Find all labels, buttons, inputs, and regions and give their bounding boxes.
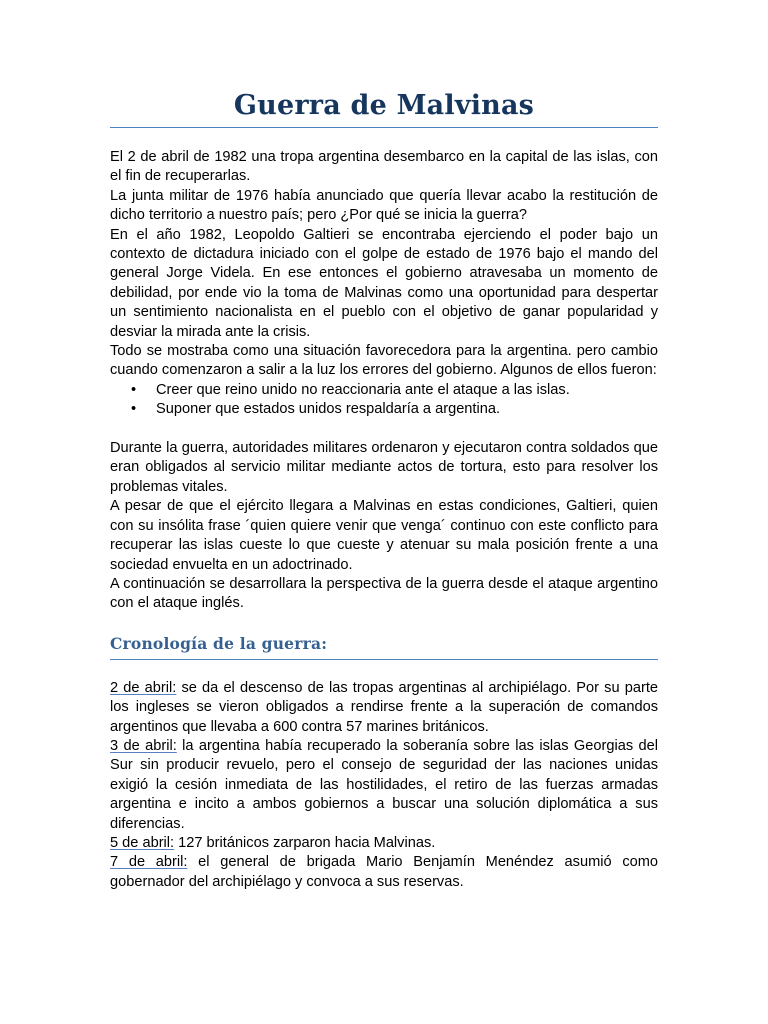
chronology-date: 3 de abril: <box>110 737 177 754</box>
body-paragraph: A continuación se desarrollara la perspectiva de la guerra desde el ataque argentino con el ataque inglés. <box>110 575 658 612</box>
chronology-date: 5 de abril: <box>110 834 175 851</box>
body-paragraph: A pesar de que el ejército llegara a Malvinas en estas condiciones, Galtieri, quien con su insólita frase ´quien quiere venir que venga´ continuo con este conflicto para recuperar las islas cueste lo que cueste y atenuar su mala posición frente a una sociedad envuelta en un adoctrinado. <box>110 498 658 573</box>
chronology-entry <box>110 853 658 892</box>
chronology-text: 127 británicos zarparon hacia Malvinas. <box>174 834 436 851</box>
chronology-text: se da el descenso de las tropas argentinas al archipiélago. Por su parte los ingleses se vieron obligados a rendirse frente a la superación de comandos argentinos que llevaba a 600 contra 57 marines británicos. <box>110 679 658 735</box>
chronology-entry <box>110 737 658 834</box>
list-item <box>110 381 658 400</box>
chronology-entry <box>110 834 658 853</box>
bullet-icon: • <box>131 381 137 398</box>
chronology-entry <box>110 679 658 737</box>
bullet-icon: • <box>131 401 137 418</box>
list-item-text: Creer que reino unido no reaccionaria ante el ataque a las islas. <box>156 381 570 398</box>
document-title: Guerra de Malvinas <box>110 0 658 128</box>
chronology-text: la argentina había recuperado la soberanía sobre las islas Georgias del Sur sin producir revuelo, pero el consejo de seguridad der las naciones unidas exigió la cesión inmediata de las hostilidades, el retiro de las fuerzas armadas argentina e incito a ambos gobiernos a buscar una solución diplomática a sus diferencias. <box>110 737 659 832</box>
intro-paragraph: En el año 1982, Leopoldo Galtieri se encontraba ejerciendo el poder bajo un contexto de dictadura iniciado con el golpe de estado de 1976 bajo el mando del general Jorge Videla. En ese entonces el gobierno atravesaba un momento de debilidad, por ende vio la toma de Malvinas como una oportunidad para despertar un sentimiento nacionalista en el pueblo con el objetivo de ganar popularidad y desviar la mirada ante la crisis. <box>110 226 658 340</box>
chronology-date: 2 de abril: <box>110 679 177 696</box>
intro-paragraph: La junta militar de 1976 había anunciado que quería llevar acabo la restitución de dicho territorio a nuestro país; pero ¿Por qué se inicia la guerra? <box>110 187 658 224</box>
intro-paragraph: El 2 de abril de 1982 una tropa argentina desembarco en la capital de las islas, con el fin de recuperarlas. <box>110 149 658 185</box>
section-heading-chronology: Cronología de la guerra: <box>110 633 658 660</box>
intro-paragraph: Todo se mostraba como una situación favorecedora para la argentina. pero cambio cuando comenzaron a salir a la luz los errores del gobierno. Algunos de ellos fueron: <box>110 343 658 379</box>
list-item-text: Suponer que estados unidos respaldaría a argentina. <box>156 401 501 418</box>
chronology-date: 7 de abril: <box>110 854 188 871</box>
body-paragraph: Durante la guerra, autoridades militares ordenaron y ejecutaron contra soldados que eran obligados al servicio militar mediante actos de tortura, esto para resolver los problemas vitales. <box>110 440 658 495</box>
errors-list <box>110 381 658 420</box>
paragraph-spacer <box>110 420 658 439</box>
list-item <box>110 400 658 419</box>
chronology-text: el general de brigada Mario Benjamín Menéndez asumió como gobernador del archipiélago y convoca a sus reservas. <box>110 854 659 890</box>
intro-section <box>110 148 658 614</box>
document-page <box>110 0 658 892</box>
chronology-section <box>110 679 658 892</box>
